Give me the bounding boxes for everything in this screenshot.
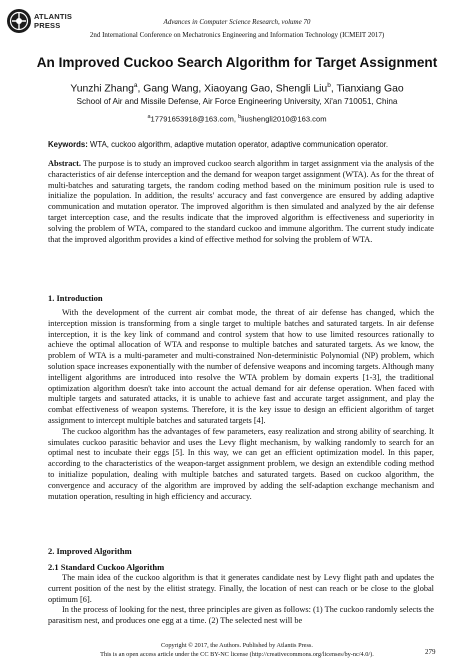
email-marker: a <box>147 114 151 120</box>
author-name: Gang Wang <box>143 83 199 95</box>
author-name: Yunzhi Zhang <box>70 83 134 95</box>
email-marker: b <box>238 114 242 120</box>
subsection-heading-standard-cuckoo: 2.1 Standard Cuckoo Algorithm <box>48 562 165 572</box>
author-list: Yunzhi Zhang$^a$, Gang Wang, Xiaoyang Gao, Shengli Liu$^b$, Tianxiang Gao <box>70 82 404 95</box>
journal-header: Advances in Computer Science Research, volume 70 <box>163 18 311 26</box>
abstract-label: Abstract. <box>48 159 81 168</box>
paragraph: With the development of the current air combat mode, the threat of air defense has changed, which the interception mission is transforming from a single target to multiple batches and saturated targets. In air defense interception, it is the key link of command and control system that how to use limited resources rationally to achieve the optimal allocation of WTA and response to multiple batches and saturated targets. As we know, the problem of WTA is a multi-parameter and multi-constrained Non-deterministic Polynomial (NP) problem, which solution space increases exponentially with the number of defensive weapons and incoming targets. Although many intelligent algorithms are introduced into resolve the WTA problem by domain experts [1-3], the traditional optimization algorithm doesn't take into account the actual demand for air defense operation. When faced with multiple targets and saturated attacks, it is unable to achieve fast and accurate target assignment, and play the combat effectiveness of weapon systems. Therefore, it is the key issue to design an efficient algorithm of target assignment to intercept multiple batches and saturated targets [4]. <box>48 308 434 425</box>
paragraph: The cuckoo algorithm has the advantages of few parameters, easy realization and strong ability of searching. It simulates cuckoo parasitic behavior and uses the Levy flight mechanism, by walking randomly to search for an optimal nest to incubate their eggs [5]. In this way, we can get an efficient optimization model. In this paper, according to the characteristics of the weapon-target assignment problem, we design an extendible coding method to initialize population, dealing with multiple batches and saturated targets. Based on cuckoo algorithm, the convergence and accuracy of the algorithm are improved by adding the self-adaption exchange mechanism and mutation operation, resulting in high efficiency and accuracy. <box>48 426 434 501</box>
keywords <box>48 140 438 150</box>
license-notice: This is an open access article under the CC BY-NC license (http://creativecommons.org/licenses/by-nc/4.0/). <box>100 650 374 658</box>
author-name: Tianxiang Gao <box>336 83 404 95</box>
author-name: Xiaoyang Gao <box>204 83 271 95</box>
author-email: 17791653918@163.com <box>150 114 234 124</box>
paper-title: An Improved Cuckoo Search Algorithm for Target Assignment <box>36 55 438 70</box>
abstract <box>48 159 434 245</box>
keywords-label: Keywords: <box>48 140 88 149</box>
conference-header: 2nd International Conference on Mechatronics Engineering and Information Technology (ICMEIT 2017) <box>89 31 385 39</box>
author-affiliation-marker: b <box>327 82 331 89</box>
abstract-text: The purpose is to study an improved cuckoo search algorithm in target assignment via the analysis of the characteristics of air defense interception and the demand for weapon target assignment (WTA). As for the threat of multi-batches and saturating targets, the random coding method based on the minimum position rule is used to initialize the population. In addition, the results' accuracy and fast convergence are ensured by adding adaptive communication and mutation operator. The improved algorithm is then simulated and analyzed by the air defense target interception case, and the results indicate that the improved algorithm is effectiveness and superiority in solving the problem of WTA, compared to the standard cuckoo and immune algorithm. The current study indicate that the improved algorithm provides a kind of effective method for solving the problem of WTA. <box>48 159 434 244</box>
paragraph: The main idea of the cuckoo algorithm is that it generates candidate nest by Levy flight path and updates the current position of the nest by the elitist strategy. Finally, the location of nest can reach or be close to the global optimum [6]. <box>48 573 434 604</box>
affiliation: School of Air and Missile Defense, Air Force Engineering University, Xi'an 710051, China <box>76 97 398 106</box>
keywords-text: WTA, cuckoo algorithm, adaptive mutation operator, adaptive communication operator. <box>90 140 389 149</box>
author-affiliation-marker: a <box>133 82 138 89</box>
paragraph: In the process of looking for the nest, three principles are given as follows: (1) The cuckoo randomly selects the parasitism nest, and produces one egg at a time. (2) The selected nest will be <box>48 605 434 626</box>
page-footer <box>0 642 474 659</box>
introduction-body <box>48 308 434 502</box>
publisher-name-line1: ATLANTIS <box>34 12 73 21</box>
author-email: liushengli2010@163.com <box>241 114 327 124</box>
page-number: 279 <box>425 648 436 656</box>
section-heading-improved-algorithm: 2. Improved Algorithm <box>48 546 132 556</box>
section-heading-introduction: 1. Introduction <box>48 293 103 303</box>
publisher-name-line2: PRESS <box>34 21 61 30</box>
copyright-notice: Copyright © 2017, the Authors. Published by Atlantis Press. <box>161 642 313 649</box>
improved-algorithm-body <box>48 573 434 627</box>
author-name: Shengli Liu <box>275 83 328 95</box>
author-emails: $^a$17791653918@163.com, $^b$liushengli2010@163.com <box>147 114 327 124</box>
